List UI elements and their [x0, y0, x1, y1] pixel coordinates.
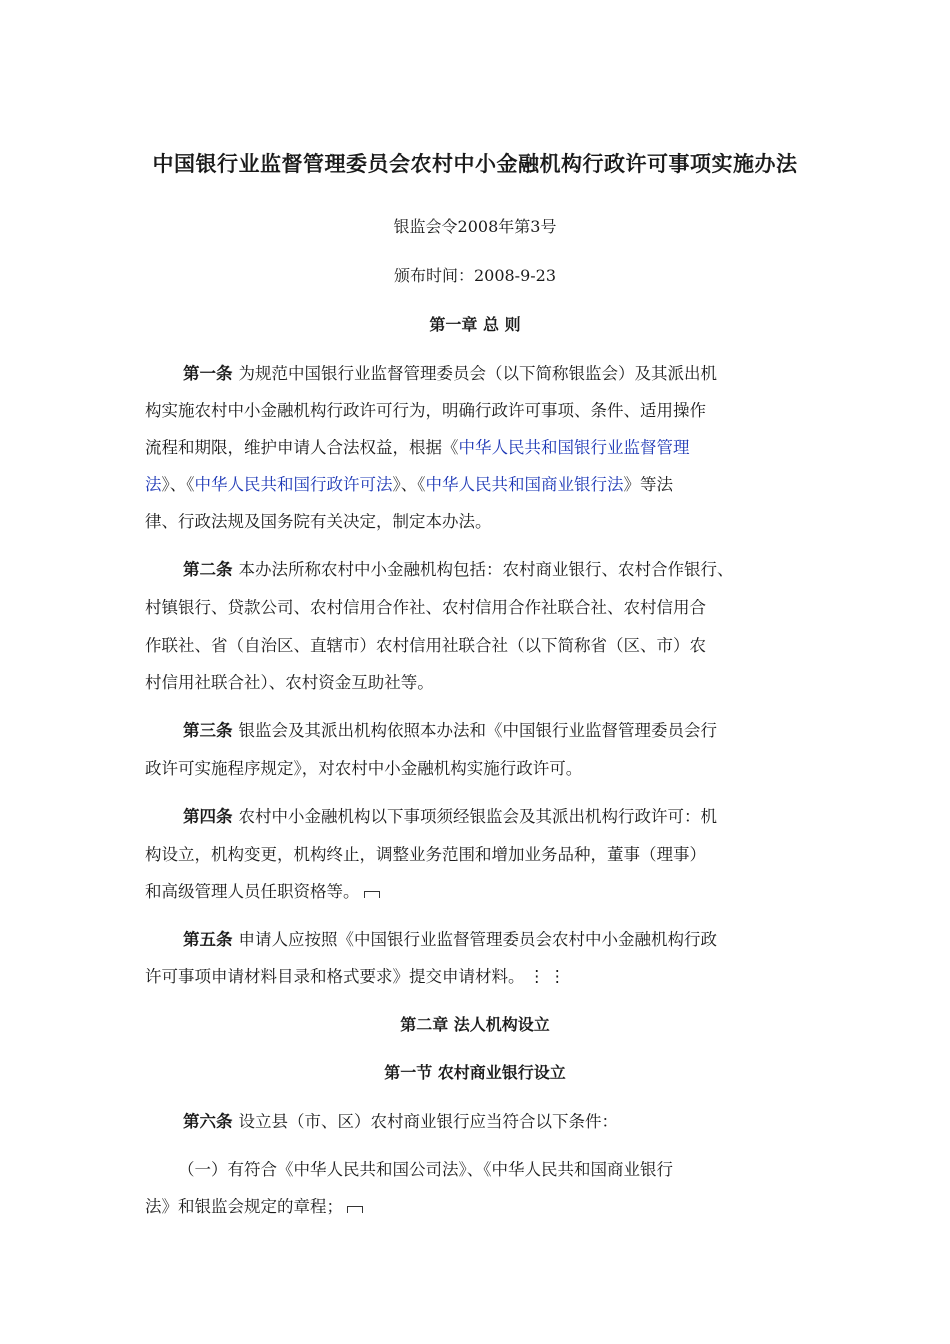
article-3-label: 第三条 — [183, 721, 233, 740]
chapter-2-heading: 第二章 法人机构设立 — [400, 1015, 550, 1034]
administrative-license-law-link[interactable]: 中华人民共和国行政许可法 — [194, 475, 393, 494]
commercial-bank-law-link[interactable]: 中华人民共和国商业银行法 — [425, 475, 624, 494]
article-3-line-2: 政许可实施程序规定》，对农村中小金融机构实施行政许可。 — [145, 759, 583, 778]
placeholder-mark-icon — [347, 1206, 363, 1213]
article-4-label: 第四条 — [183, 807, 233, 826]
article-1-label: 第一条 — [183, 364, 233, 383]
article-1-line-4: 法》、《中华人民共和国行政许可法》、《中华人民共和国商业银行法》等法 — [145, 475, 673, 494]
article-4-line-2: 构设立，机构变更，机构终止，调整业务范围和增加业务品种，董事（理事） — [145, 845, 706, 864]
article-2-line-4: 村信用社联合社）、农村资金互助社等。 — [145, 673, 434, 692]
article-2-line-2: 村镇银行、贷款公司、农村信用合作社、农村信用合作社联合社、农村信用合 — [145, 598, 706, 617]
banking-supervision-law-link[interactable]: 中华人民共和国银行业监督管理 — [458, 438, 690, 457]
article-6-label: 第六条 — [183, 1112, 233, 1131]
article-4-line-3: 和高级管理人员任职资格等。 — [145, 878, 380, 902]
article-1-line-5: 律、行政法规及国务院有关决定，制定本办法。 — [145, 512, 492, 531]
article-5-label: 第五条 — [183, 930, 233, 949]
section-1-heading: 第一节 农村商业银行设立 — [384, 1063, 566, 1082]
article-4-line-1: 第四条 农村中小金融机构以下事项须经银监会及其派出机构行政许可：机 — [183, 807, 717, 826]
article-1-line-2: 构实施农村中小金融机构行政许可行为，明确行政许可事项、条件、适用操作 — [145, 401, 706, 420]
article-2-line-1: 第二条 本办法所称农村中小金融机构包括：农村商业银行、农村合作银行、 — [183, 560, 734, 579]
order-number: 银监会令2008年第3号 — [393, 217, 557, 236]
item-1-line-1: （一）有符合《中华人民共和国公司法》、《中华人民共和国商业银行 — [178, 1160, 673, 1179]
banking-supervision-law-link-cont[interactable]: 法 — [145, 475, 162, 494]
item-1-line-2: 法》和银监会规定的章程； — [145, 1193, 363, 1217]
document-title: 中国银行业监督管理委员会农村中小金融机构行政许可事项实施办法 — [152, 152, 798, 176]
article-5-line-1: 第五条 申请人应按照《中国银行业监督管理委员会农村中小金融机构行政 — [183, 930, 717, 949]
article-2-label: 第二条 — [183, 560, 233, 579]
placeholder-mark-icon — [364, 891, 380, 898]
article-2-line-3: 作联社、省（自治区、直辖市）农村信用社联合社（以下简称省（区、市）农 — [145, 636, 706, 655]
issue-date: 颁布时间：2008-9-23 — [393, 266, 557, 285]
chapter-1-heading: 第一章 总 则 — [429, 315, 521, 334]
article-6-line-1: 第六条 设立县（市、区）农村商业银行应当符合以下条件： — [183, 1112, 618, 1131]
ellipsis-marks: ⋮⋮ — [528, 967, 570, 986]
article-3-line-1: 第三条 银监会及其派出机构依照本办法和《中国银行业监督管理委员会行 — [183, 721, 717, 740]
article-1-line-1: 第一条 为规范中国银行业监督管理委员会（以下简称银监会）及其派出机 — [183, 364, 717, 383]
article-5-line-2: 许可事项申请材料目录和格式要求》提交申请材料。 ⋮⋮ — [145, 967, 570, 986]
article-1-line-3: 流程和期限，维护申请人合法权益，根据《中华人民共和国银行业监督管理 — [145, 438, 690, 457]
